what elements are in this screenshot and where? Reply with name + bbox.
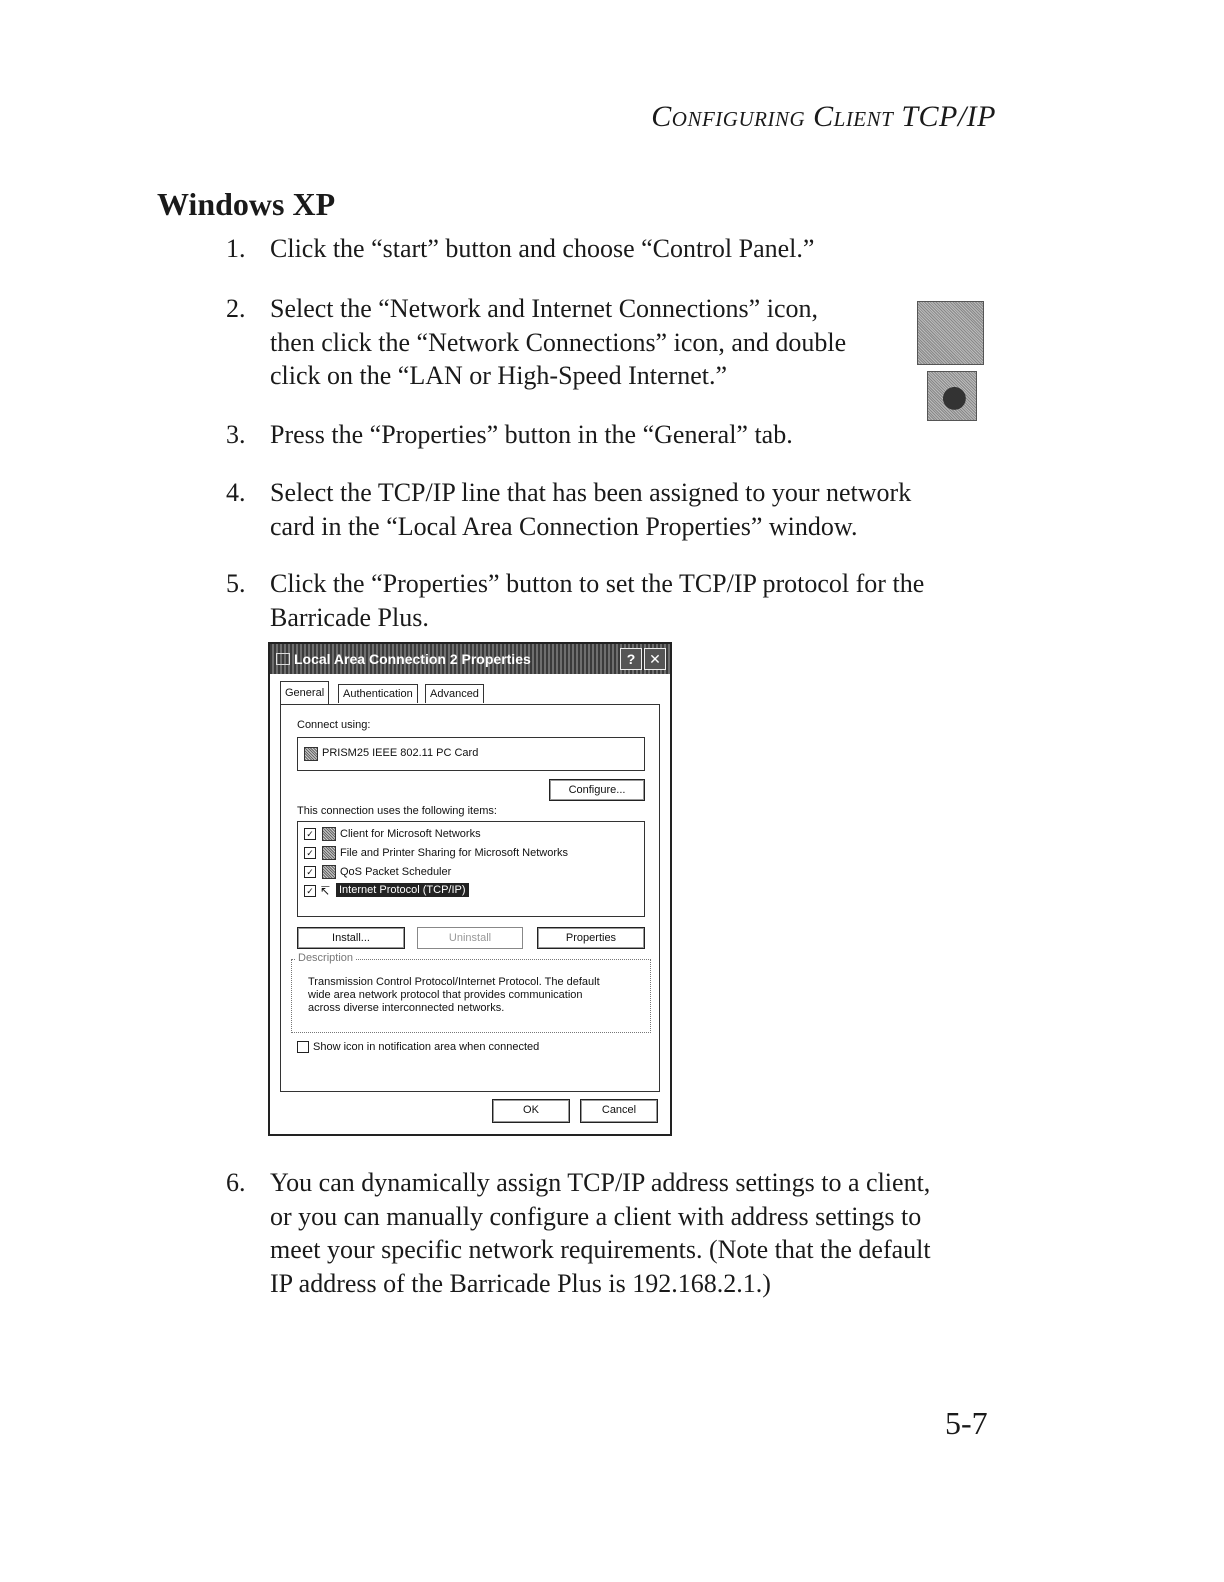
description-group (291, 952, 651, 1033)
step-line: then click the “Network Connections” icon, and double (270, 327, 847, 357)
step-number: 2. (226, 294, 246, 323)
tab-authentication[interactable]: Authentication (338, 684, 418, 703)
step-number: 1. (226, 234, 246, 263)
network-connections-icon (927, 371, 977, 421)
dialog-title: Local Area Connection 2 Properties (294, 651, 531, 667)
step-line: You can dynamically assign TCP/IP address settings to a client, (270, 1168, 931, 1197)
running-header-caps: Configuring Client (651, 100, 894, 133)
item-checkbox[interactable]: ✓ (304, 847, 316, 859)
step-number: 3. (226, 420, 246, 449)
step-number: 4. (226, 478, 246, 507)
items-label: This connection uses the following items: (297, 805, 497, 817)
properties-button[interactable]: Properties (537, 927, 645, 949)
item-label: File and Printer Sharing for Microsoft Networks (340, 847, 569, 859)
description-line: wide area network protocol that provides communication (308, 989, 583, 1001)
step-text (270, 292, 846, 393)
tab-advanced[interactable]: Advanced (425, 684, 484, 703)
step-line: Press the “Properties” button in the “General” tab. (270, 420, 793, 449)
item-label: QoS Packet Scheduler (340, 866, 452, 878)
step-line: Click the “Properties” button to set the TCP/IP protocol for the (270, 569, 925, 598)
description-label: Description (298, 952, 354, 964)
item-checkbox[interactable]: ✓ (304, 828, 316, 840)
step-text (270, 232, 814, 266)
step-number: 6. (226, 1168, 246, 1197)
item-checkbox[interactable]: ✓ (304, 885, 316, 897)
service-icon (322, 846, 336, 860)
description-text (308, 976, 600, 1015)
connect-using-label: Connect using: (297, 719, 371, 731)
ok-button[interactable]: OK (492, 1099, 570, 1123)
step-line: meet your specific network requirements. (Note that the default (270, 1235, 931, 1264)
running-header (651, 100, 996, 134)
description-line: Transmission Control Protocol/Internet Protocol. The default (308, 976, 600, 988)
step-text (270, 418, 793, 452)
step-line: IP address of the Barricade Plus is 192.168.2.1.) (270, 1268, 771, 1298)
dialog-titlebar[interactable] (270, 644, 670, 674)
local-area-connection-properties-dialog (268, 642, 672, 1136)
help-button[interactable]: ? (620, 648, 642, 670)
show-icon-checkbox[interactable] (297, 1041, 309, 1053)
adapter-name: PRISM25 IEEE 802.11 PC Card (322, 747, 479, 759)
configure-button[interactable]: Configure... (549, 779, 645, 801)
step-line: Click the “start” button and choose “Control Panel.” (270, 234, 815, 263)
adapter-field (297, 737, 645, 771)
show-icon-label: Show icon in notification area when connected (313, 1041, 540, 1053)
general-tab-panel (280, 704, 660, 1092)
components-list[interactable] (297, 821, 645, 917)
service-icon (322, 865, 336, 879)
item-label: Client for Microsoft Networks (340, 828, 481, 840)
step-text (270, 1166, 931, 1300)
step-text (270, 476, 911, 543)
description-line: across diverse interconnected networks. (308, 1002, 505, 1014)
client-icon (322, 827, 336, 841)
close-button[interactable]: ✕ (644, 648, 666, 670)
step-line: click on the “LAN or High-Speed Internet.” (270, 361, 728, 390)
step-line: card in the “Local Area Connection Properties” window. (270, 511, 858, 541)
step-line: Barricade Plus. (270, 602, 429, 632)
step-line: Select the TCP/IP line that has been assigned to your network (270, 478, 912, 507)
section-title: Windows XP (157, 186, 336, 222)
protocol-icon: ↸ (320, 884, 331, 898)
step-line: Select the “Network and Internet Connections” icon, (270, 294, 818, 323)
item-label: Internet Protocol (TCP/IP) (336, 883, 469, 897)
network-adapter-icon (304, 747, 318, 761)
tab-general[interactable]: General (280, 681, 329, 704)
network-and-internet-connections-icon (917, 301, 984, 365)
cancel-button[interactable]: Cancel (580, 1099, 658, 1123)
page-number: 5-7 (945, 1405, 988, 1441)
running-header-rest: TCP/IP (901, 100, 996, 133)
install-button[interactable]: Install... (297, 927, 405, 949)
step-line: or you can manually configure a client with address settings to (270, 1201, 922, 1231)
item-checkbox[interactable]: ✓ (304, 866, 316, 878)
uninstall-button[interactable]: Uninstall (417, 927, 523, 949)
network-connection-icon (276, 653, 290, 665)
step-text (270, 567, 924, 634)
step-number: 5. (226, 569, 246, 598)
